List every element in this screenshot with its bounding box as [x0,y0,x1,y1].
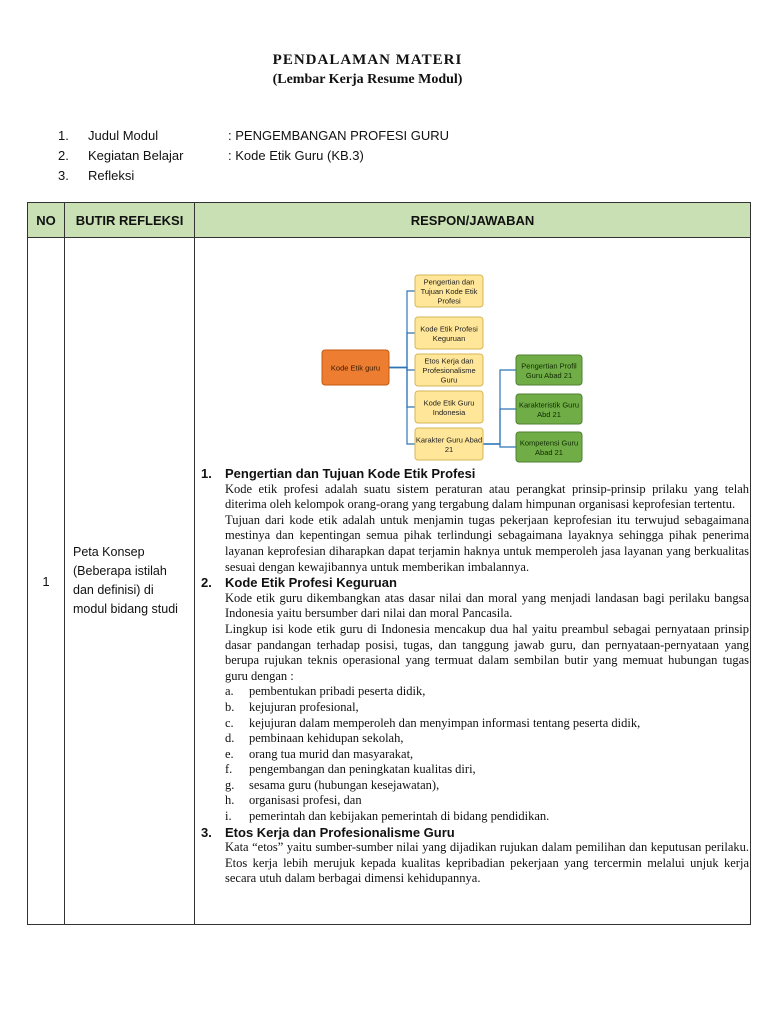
concept-root-node [322,350,389,385]
list-item [225,793,749,809]
table-header-row [28,203,751,238]
meta-value: : PENGEMBANGAN PROFESI GURU [228,128,450,143]
page-subtitle: (Lembar Kerja Resume Modul) [272,72,463,87]
section-paragraph: Kode etik profesi adalah suatu sistem peraturan atau perangkat prinsip-prinsip prilaku yang telah diterima oleh kelompok orang-orang yang tergabung dalam himpunan organisasi keprofesian tertentu. [225,481,749,512]
concept-node-label: Pengertian dan [423,277,475,287]
list-letter: f. [225,762,233,777]
concept-node-label: Guru [440,375,458,385]
section-heading [201,825,749,841]
section-heading [201,575,749,591]
concept-root-node-label: Kode Etik guru [330,363,381,373]
table-row [28,238,751,925]
list-letter: i. [225,809,232,824]
header-butir: BUTIR REFLEKSI [65,203,195,238]
concept-node [415,391,483,423]
reflection-table [27,202,751,925]
connector-line [483,409,516,444]
concept-node-label: Profesionalisme [422,366,476,375]
concept-node-label: Indonesia [432,407,466,417]
list-text: pembentukan pribadi peserta didik, [249,684,426,699]
concept-subnode [516,394,582,424]
list-item [225,762,749,778]
meta-number: 3. [58,168,69,183]
list-text: pemerintah dan kebijakan pemerintah di bidang pendidikan. [249,809,550,824]
list-letter: b. [225,699,235,714]
section-paragraph: Kode etik guru dikembangkan atas dasar nilai dan moral yang menjadi landasan bagi perilaku bangsa Indonesia yaitu bersumber dari nilai dan moral Pancasila. [225,590,749,621]
list-text: organisasi profesi, dan [249,793,362,808]
concept-subnode-label: Guru Abad 21 [525,370,573,380]
concept-subnode-label: Pengertian Profil [521,361,577,371]
response-cell [195,238,751,925]
concept-node [415,275,483,307]
list-letter: c. [225,715,234,730]
concept-node [415,428,483,460]
meta-label: Judul Modul [88,128,159,143]
list-item [225,809,749,825]
meta-label: Refleksi [88,168,135,183]
list-letter: d. [225,731,235,746]
list-letter: a. [225,684,234,699]
concept-node [415,317,483,349]
section-paragraph: Lingkup isi kode etik guru di Indonesia mencakup dua hal yaitu preambul sebagai pernyataan prinsip dasar pandangan terhadap posisi, tugas, dan tanggung jawab guru, dan pernyataan-pernyataan yang berupa rujukan teknis operasional yang termuat dalam sembilan butir yang memuat hubungan tugas guru dengan : [225,621,749,683]
section-number: 3. [201,824,212,840]
list-text: kejujuran profesional, [249,699,359,714]
list-item [225,716,749,732]
connector-line [483,444,516,447]
concept-node-label: Etos Kerja dan [424,356,474,366]
connector-line [389,368,415,408]
section-title: Kode Etik Profesi Keguruan [225,575,397,591]
list-item [225,731,749,747]
module-info-row [58,146,449,166]
concept-node-label: Profesi [437,296,461,306]
list-letter: h. [225,793,235,808]
row-number: 1 [28,238,65,925]
list-item [225,778,749,794]
section-number: 1. [201,466,212,481]
concept-map [195,238,753,466]
concept-node-label: 21 [444,444,454,454]
concept-subnode-label: Karakteristik Guru [518,400,580,410]
concept-subnode-label: Kompetensi Guru [519,438,579,448]
concept-node-label: Tujuan Kode Etik [420,287,478,296]
section-heading [201,466,749,482]
concept-node-label: Kode Etik Profesi [420,324,478,334]
connector-line [389,333,415,368]
meta-value: : Kode Etik Guru (KB.3) [228,148,364,163]
section-number: 2. [201,575,212,591]
meta-number: 1. [58,128,69,143]
section-paragraph: Kata “etos” yaitu sumber-sumber nilai yang dijadikan rujukan dalam pemilihan dan keputusan perilaku. Etos kerja lebih merujuk kepada kualitas kepribadian pekerjaan yang tercermin melalui unjuk kerja secara utuh dalam berbagai dimensi kehidupannya. [225,840,749,886]
module-info [58,126,449,186]
connector-line [389,368,415,445]
concept-subnode-label: Abd 21 [537,409,561,419]
list-text: pengembangan dan peningkatan kualitas diri, [249,762,476,777]
concept-node-label: Kode Etik Guru [423,398,475,408]
connector-line [389,291,415,368]
list-text: sesama guru (hubungan kesejawatan), [249,777,440,792]
meta-label: Kegiatan Belajar [88,148,184,163]
concept-subnode [516,355,582,385]
list-text: kejujuran dalam memperoleh dan menyimpan informasi tentang peserta didik, [249,715,641,730]
concept-subnode [516,432,582,462]
section-title: Etos Kerja dan Profesionalisme Guru [225,824,455,840]
butir-text: Peta Konsep (Beberapa istilah dan definisi) di modul bidang studi [65,238,195,925]
concept-node-label: Karakter Guru Abad [415,435,483,445]
list-item [225,747,749,763]
list-text: pembinaan kehidupan sekolah, [249,731,404,746]
concept-subnode-label: Abad 21 [535,447,563,457]
header-respon: RESPON/JAWABAN [195,203,751,238]
module-info-row [58,126,449,146]
meta-number: 2. [58,148,69,163]
section-paragraph: Tujuan dari kode etik adalah untuk menjamin tugas pekerjaan keprofesian itu terwujud sebagaimana mestinya dan kepentingan semua pihak terlindungi sebagaimana layaknya sehingga pihak penerima layanan keprofesian diharapkan dapat terjamin haknya untuk memperoleh jasa layanan yang berkualitas sesuai dengan kewajibannya untuk memberikan imbalannya. [225,512,749,574]
list-item [225,700,749,716]
list-letter: e. [225,746,234,761]
concept-node [415,354,483,386]
concept-node-label: Keguruan [432,333,466,343]
list-text: orang tua murid dan masyarakat, [249,746,414,761]
list-item [225,684,749,700]
header-no: NO [28,203,65,238]
page-title: PENDALAMAN MATERI [272,52,463,68]
section-title: Pengertian dan Tujuan Kode Etik Profesi [225,466,476,481]
list-letter: g. [225,777,235,792]
concept-map-nodes [322,275,582,462]
module-info-row [58,166,449,186]
response-content [201,466,749,887]
